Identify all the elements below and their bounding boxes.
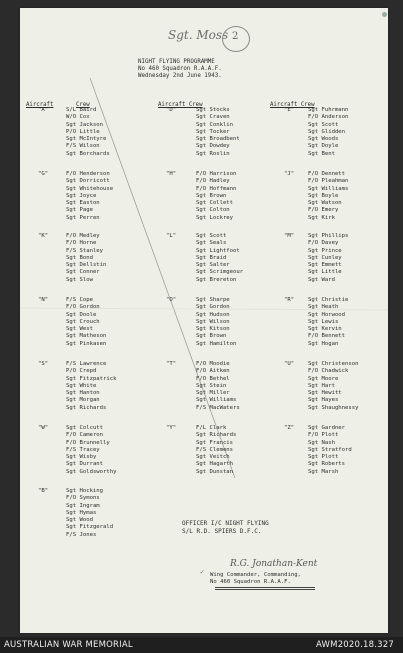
officer-title: OFFICER I/C NIGHT FLYING xyxy=(182,520,269,527)
crew-member: W/O Cox xyxy=(66,114,90,121)
crew-member: Sgt Roslin xyxy=(196,150,230,157)
crew-member: F/S Clemens xyxy=(196,446,234,453)
crew-member: Sgt Richards xyxy=(66,404,107,411)
crew-member: Sgt Hewitt xyxy=(308,390,342,396)
crew-column xyxy=(66,297,106,348)
aircraft-code: "D" xyxy=(166,107,177,113)
crew-column xyxy=(66,425,117,476)
aircraft-code: "J" xyxy=(284,171,295,177)
crew-column xyxy=(66,361,117,412)
crew-member: Sgt Scott xyxy=(308,121,339,128)
programme-title: NIGHT FLYING PROGRAMME xyxy=(138,59,215,65)
signoff-underline-2 xyxy=(215,589,315,590)
crew-column xyxy=(308,425,352,476)
crew-member: Sgt Moore xyxy=(308,375,339,382)
crew-member: Sgt Bond xyxy=(66,254,93,261)
crew-member: Sgt Gordon xyxy=(196,304,230,311)
crew-member: F/O Cameron xyxy=(66,432,104,439)
crew-member: Sgt Fitzgerald xyxy=(66,524,114,531)
aircraft-code: "M" xyxy=(284,233,295,239)
crew-member: Sgt West xyxy=(66,326,93,332)
crew-column xyxy=(196,171,236,222)
crew-member: Sgt Hudson xyxy=(196,311,230,318)
crew-member: F/O Horne xyxy=(66,240,97,247)
crew-member: Sgt Dellstin xyxy=(66,262,107,268)
crew-member: F/O Harrison xyxy=(196,171,237,177)
crew-member: P/O Little xyxy=(66,128,100,135)
crew-member: Sgt Dowdey xyxy=(196,143,230,150)
crew-member: Sgt Veitch xyxy=(196,454,230,460)
crew-member: Sgt Salter xyxy=(196,262,230,268)
crew-member: Sgt Scott xyxy=(196,233,227,239)
crew-member: F/O Hoffmann xyxy=(196,185,237,192)
circled-number xyxy=(222,26,250,52)
aircraft-code: "E" xyxy=(284,107,295,113)
crew-member: Sgt Kitson xyxy=(196,326,230,332)
crew-member: Sgt Hart xyxy=(308,382,335,389)
aircraft-code: "U" xyxy=(284,361,295,367)
col-aircraft-1: Aircraft xyxy=(26,102,54,108)
crew-column xyxy=(196,297,236,348)
crew-member: Sgt Lightfoot xyxy=(196,247,240,254)
crew-member: Sgt Slow xyxy=(66,276,93,283)
crew-member: Sgt Stratford xyxy=(308,446,352,453)
crew-member: Sgt Seals xyxy=(196,240,227,247)
crew-member: F/O Gordon xyxy=(66,304,100,311)
crew-member: Sgt Brown xyxy=(196,333,227,340)
crew-member: Sgt Hymas xyxy=(66,509,97,516)
crew-member: S/L Baird xyxy=(66,107,97,113)
aircraft-code: "L" xyxy=(166,233,177,239)
aircraft-code: "S" xyxy=(38,361,49,367)
crew-member: Sgt Hanton xyxy=(66,390,100,396)
signature: R.G. Jonathan-Kent xyxy=(230,559,318,569)
crew-member: Sgt Stocks xyxy=(196,107,230,113)
crew-member: P/O Crepd xyxy=(66,368,97,375)
col-aircraft-crew-3: Aircraft Crew xyxy=(270,102,315,108)
crew-member: Sgt Collett xyxy=(196,200,234,206)
crew-column xyxy=(66,233,106,284)
crew-member: F/O Brunnelly xyxy=(66,439,110,446)
crew-member: Sgt Lewis xyxy=(308,318,339,325)
crew-member: Sgt Hagarth xyxy=(196,461,234,468)
crew-member: F/S Jones xyxy=(66,531,97,538)
crew-member: Sgt Scrimgeour xyxy=(196,269,244,276)
crew-member: F/O Plott xyxy=(308,432,339,439)
crew-member: Sgt Tocker xyxy=(196,128,230,135)
crew-member: Sgt Plott xyxy=(308,454,339,460)
crew-member: Sgt Fuhrmann xyxy=(308,107,349,113)
crew-member: F/O Medley xyxy=(66,233,100,239)
crew-member: F/S Cope xyxy=(66,297,93,303)
crew-member: F/S Wilson xyxy=(66,143,100,150)
circled-number-text: 2 xyxy=(232,31,239,42)
crew-member: Sgt Morgan xyxy=(66,397,100,404)
aircraft-code: "Y" xyxy=(166,425,177,431)
crew-member: F/S Stanley xyxy=(66,247,104,254)
crew-member: F/O Davey xyxy=(308,240,339,247)
crew-column xyxy=(66,488,113,539)
aircraft-code: "W" xyxy=(38,425,49,431)
crew-member: Sgt Jackson xyxy=(66,121,104,128)
crew-member: F/S MacWaters xyxy=(196,404,240,411)
crew-member: Sgt Christenson xyxy=(308,361,359,367)
crew-member: Sgt Dorricott xyxy=(66,178,110,185)
crew-member: Sgt Gardner xyxy=(308,425,346,431)
crew-member: Sgt Francis xyxy=(196,439,234,446)
crew-member: Sgt Little xyxy=(308,269,342,276)
crew-column xyxy=(66,171,113,222)
crew-member: F/O Emery xyxy=(308,207,339,214)
crew-member: Sgt Hocking xyxy=(66,488,104,494)
crew-member: F/O Hadley xyxy=(196,178,230,185)
aircraft-code: "G" xyxy=(38,171,49,177)
handwritten-annotation: Sgt. Moss xyxy=(168,28,229,42)
crew-column xyxy=(196,233,243,284)
crew-member: F/L Clark xyxy=(196,425,227,431)
officer-name: S/L R.D. SPIERS D.F.C. xyxy=(182,528,262,535)
aircraft-code: "B" xyxy=(38,488,49,494)
crew-member: Sgt Wood xyxy=(66,517,93,523)
crew-member: Sgt Kervin xyxy=(308,326,342,332)
aircraft-code: "H" xyxy=(166,171,177,177)
crew-member: F/O Chadwick xyxy=(308,368,349,375)
crew-member: Sgt McIntyre xyxy=(66,136,107,142)
crew-member: Sgt Craven xyxy=(196,114,230,121)
crew-member: Sgt Braid xyxy=(196,254,227,261)
crew-member: Sgt Goldsworthy xyxy=(66,468,117,475)
crew-member: Sgt Joyce xyxy=(66,192,97,199)
crew-member: Sgt Sharpe xyxy=(196,297,230,303)
footer-accession: AWM2020.18.327 xyxy=(316,640,394,650)
crew-member: Sgt Conner xyxy=(66,269,100,276)
crew-column xyxy=(308,171,348,222)
crew-column xyxy=(308,297,348,348)
crew-member: Sgt Prince xyxy=(308,247,342,254)
document-page xyxy=(20,8,388,633)
date-line: Wednesday 2nd June 1943. xyxy=(138,73,222,79)
crew-member: Sgt Pinkasen xyxy=(66,340,107,347)
crew-member: Sgt Wisby xyxy=(66,454,97,460)
aircraft-code: "O" xyxy=(166,297,177,303)
crew-member: Sgt Emmett xyxy=(308,262,342,268)
crew-member: Sgt Ingram xyxy=(66,502,100,509)
crew-member: F/S Lawrence xyxy=(66,361,107,367)
crew-member: Sgt Lockrey xyxy=(196,214,234,221)
crew-column xyxy=(308,233,348,284)
crew-member: Sgt Cunley xyxy=(308,254,342,261)
squadron-line: No 460 Squadron R.A.A.F. xyxy=(138,66,222,72)
crew-column xyxy=(66,107,110,158)
crew-member: Sgt Phillips xyxy=(308,233,349,239)
signoff-line2: No 460 Squadron R.A.A.F. xyxy=(210,579,291,585)
crew-member: Sgt Doole xyxy=(66,311,97,318)
crew-member: Sgt Whitehouse xyxy=(66,185,114,192)
col-crew-1: Crew xyxy=(76,102,90,108)
crew-member: Sgt Christie xyxy=(308,297,349,303)
crew-member: F/O Dennett xyxy=(308,171,346,177)
crew-member: Sgt Roberts xyxy=(308,461,346,468)
crew-member: Sgt Matheson xyxy=(66,333,107,340)
crew-member: Sgt Brown xyxy=(196,192,227,199)
crew-member: Sgt Heath xyxy=(308,304,339,311)
crew-member: Sgt Williams xyxy=(196,397,237,404)
aircraft-code: "Z" xyxy=(284,425,295,431)
crew-member: F/O Aitken xyxy=(196,368,230,375)
aircraft-code: "A" xyxy=(38,107,49,113)
crew-column xyxy=(196,361,240,412)
signoff-line1: Wing Commander, Commanding, xyxy=(210,572,301,578)
crew-member: Sgt Marsh xyxy=(308,468,339,475)
crew-member: F/O Moodie xyxy=(196,361,230,367)
crew-member: F/O Pleahman xyxy=(308,178,349,185)
aircraft-code: "T" xyxy=(166,361,177,367)
crew-column xyxy=(196,425,236,476)
aircraft-code: "N" xyxy=(38,297,49,303)
crew-member: Sgt Woods xyxy=(308,136,339,142)
crew-member: Sgt Colton xyxy=(196,207,230,214)
crew-member: Sgt Richards xyxy=(196,432,237,439)
crew-member: Sgt Horwood xyxy=(308,311,346,318)
crew-member: Sgt Crouch xyxy=(66,318,100,325)
crew-member: Sgt Kirk xyxy=(308,214,335,221)
crew-member: Sgt Bent xyxy=(308,150,335,157)
crew-member: Sgt Watson xyxy=(308,200,342,206)
crew-member: F/O Henderson xyxy=(66,171,110,177)
crew-member: Sgt Colcutt xyxy=(66,425,104,431)
crew-member: Sgt Ward xyxy=(308,276,335,283)
crew-member: Sgt Easton xyxy=(66,200,100,206)
crew-member: Sgt Shaughnessy xyxy=(308,404,359,411)
crew-column xyxy=(308,107,348,158)
crew-member: Sgt Williams xyxy=(308,185,349,192)
crew-member: F/O Symons xyxy=(66,495,100,502)
crew-member: Sgt Miller xyxy=(196,390,230,396)
crew-member: F/O Bethel xyxy=(196,375,230,382)
crew-member: F/S Tracey xyxy=(66,446,100,453)
col-aircraft-crew-2: Aircraft Crew xyxy=(158,102,203,108)
crew-member: Sgt Broadbent xyxy=(196,136,240,142)
crew-member: Sgt Doyle xyxy=(308,143,339,150)
signoff-underline xyxy=(215,587,315,588)
crew-member: Sgt Perren xyxy=(66,214,100,221)
crew-member: Sgt Glidden xyxy=(308,128,346,135)
crew-member: Sgt Dunstan xyxy=(196,468,234,475)
crew-column xyxy=(308,361,359,412)
aircraft-code: "R" xyxy=(284,297,295,303)
crew-member: Sgt Conklin xyxy=(196,121,234,128)
crew-member: Sgt Borchards xyxy=(66,150,110,157)
crew-member: Sgt Nash xyxy=(308,439,335,446)
crew-member: Sgt Durrant xyxy=(66,461,104,468)
footer-institution: AUSTRALIAN WAR MEMORIAL xyxy=(4,640,133,650)
crew-member: Sgt Brereton xyxy=(196,276,237,283)
crew-member: Sgt Hayes xyxy=(308,397,339,404)
crew-member: Sgt Wilson xyxy=(196,318,230,325)
crew-member: Sgt Stein xyxy=(196,382,227,389)
crew-member: Sgt Fitzpatrick xyxy=(66,375,117,382)
crew-member: Sgt Hamilton xyxy=(196,340,237,347)
tick-mark: ✓ xyxy=(200,568,205,576)
crew-member: Sgt Page xyxy=(66,207,93,214)
crew-column xyxy=(196,107,240,158)
crew-member: F/O Anderson xyxy=(308,114,349,121)
crew-member: Sgt White xyxy=(66,382,97,389)
aircraft-code: "K" xyxy=(38,233,49,239)
crew-member: F/O Bennett xyxy=(308,333,346,340)
crew-member: Sgt Boyle xyxy=(308,192,339,199)
crew-member: Sgt Hogan xyxy=(308,340,339,347)
